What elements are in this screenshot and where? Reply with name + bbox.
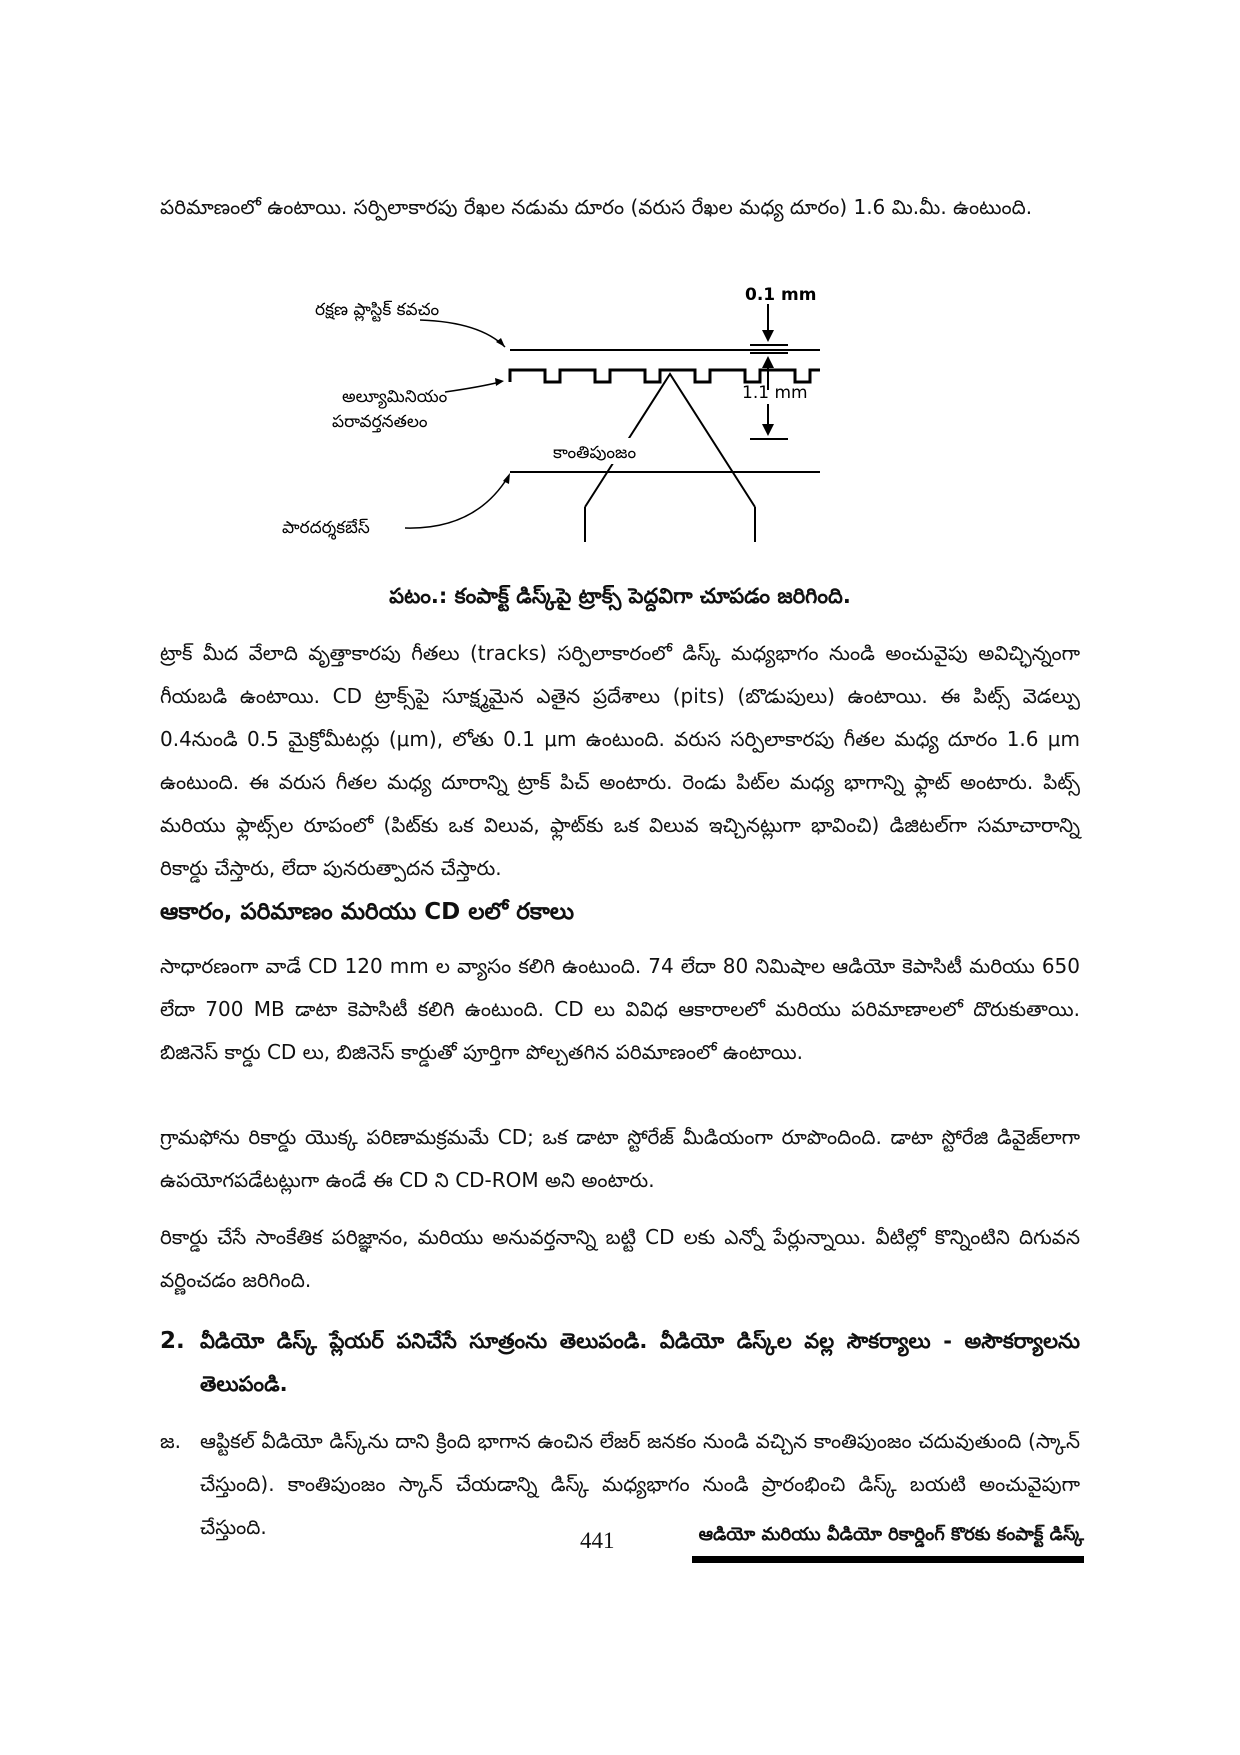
paragraph-tracks: ట్రాక్ మీద వేలాది వృత్తాకారపు గీతలు (tracks) సర్పిలాకారంలో డిస్క్ మధ్యభాగం నుండి అంచువైపు అవిచ్ఛిన్నంగా గీయబడి ఉంటాయి. CD ట్రాక్స్‌పై సూక్ష్మమైన ఎతైన ప్రదేశాలు (pits) (బొడుపులు) ఉంటాయి. ఈ పిట్స్ వెడల్పు 0.4నుండి 0.5 మైక్రోమీటర్లు (μm), లోతు 0.1 μm ఉంటుంది. వరుస సర్పిలాకారపు గీతల మధ్య దూరం 1.6 μm ఉంటుంది. ఈ వరుస గీతల మధ్య దూరాన్ని ట్రాక్ పిచ్ అంటారు. రెండు పిట్‌ల మధ్య భాగాన్ని ఫ్లాట్ అంటారు. పిట్స్ మరియు ఫ్లాట్స్‌ల రూపంలో (పిట్‌కు ఒక విలువ, ఫ్లాట్‌కు ఒక విలువ ఇచ్చినట్లుగా భావించి) డిజిటల్‌గా సమాచారాన్ని రికార్డు చేస్తారు, లేదా పునరుత్పాదన చేస్తారు. (160, 641, 1080, 880)
dim-bottom-label: 1.1 mm (742, 383, 808, 403)
arrow-base (405, 477, 508, 528)
footer-rule (692, 1556, 1084, 1563)
cd-track-diagram (282, 285, 930, 557)
label-light-beam: కాంతిపుంజం (553, 443, 637, 463)
paragraph-sizes: సాధారణంగా వాడే CD 120 mm ల వ్యాసం కలిగి ఉంటుంది. 74 లేదా 80 నిమిషాల ఆడియో కెపాసిటీ మరియు 650 లేదా 700 MB డాటా కెపాసిటీ కలిగి ఉంటుంది. CD లు వివిధ ఆకారాలలో మరియు పరిమాణాలలో దొరుకుతాయి. బిజినెస్ కార్డు CD లు, బిజినెస్ కార్డుతో పూర్తిగా పోల్చతగిన పరిమాణంలో ఉంటాయి. (160, 954, 1080, 1064)
label-aluminium-line1: అల్యూమినియం (342, 387, 448, 407)
question-text: వీడియో డిస్క్ ప్లేయర్ పనిచేసే సూత్రంను తెలుపండి. వీడియో డిస్క్‌ల వల్ల సౌకర్యాలు - అసౌకర్యాలను తెలుపండి. (200, 1329, 1080, 1396)
answer-label: జ. (160, 1429, 181, 1453)
paragraph-gramophone: గ్రామఫోను రికార్డు యొక్క పరిణామక్రమమే CD; ఒక డాటా స్టోరేజ్ మీడియంగా రూపొందింది. డాటా స్టోరేజి డివైజ్‌లాగా ఉపయోగపడేటట్లుగా ఉండే ఈ CD ని CD-ROM అని అంటారు. (160, 1125, 1080, 1192)
arrow-protective (420, 320, 505, 347)
paragraph-names: రికార్డు చేసే సాంకేతిక పరిజ్ఞానం, మరియు అనువర్తనాన్ని బట్టి CD లకు ఎన్నో పేర్లున్నాయి. వీటిల్లో కొన్నింటిని దిగువన వర్ణించడం జరిగింది. (160, 1225, 1080, 1292)
section-heading: ఆకారం, పరిమాణం మరియు CD లలో రకాలు (160, 899, 575, 925)
arrow-aluminium (445, 382, 500, 392)
answer-text: ఆప్టికల్ వీడియో డిస్క్‌ను దాని క్రింది భాగాన ఉంచిన లేజర్ జనకం నుండి వచ్చిన కాంతిపుంజం చదువుతుంది (స్కాన్ చేస్తుంది). కాంతిపుంజం స్కాన్ చేయడాన్ని డిస్క్ మధ్యభాగం నుండి ప్రారంభించి డిస్క్ బయటి అంచువైపుగా చేస్తుంది. (200, 1429, 1080, 1539)
paragraph-intro: పరిమాణంలో ఉంటాయి. సర్పిలాకారపు రేఖల నడుమ దూరం (వరుస రేఖల మధ్య దూరం) 1.6 మి.మీ. ఉంటుంది. (160, 195, 1033, 219)
label-transparent-base: పారదర్శకబేస్ (282, 518, 370, 538)
dim-top-label: 0.1 mm (745, 285, 817, 305)
label-aluminium-line2: పరావర్తనతలం (332, 412, 428, 432)
footer-title: ఆడియో మరియు వీడియో రికార్డింగ్ కొరకు కంపాక్ట్ డిస్క్ (698, 1524, 1084, 1545)
page-number: 441 (580, 1528, 615, 1553)
label-protective-plastic: రక్షణ ప్లాస్టిక్ కవచం (315, 300, 440, 320)
question-number: 2. (160, 1328, 185, 1354)
figure-caption: పటం.: కంపాక్ట్ డిస్క్‌పై ట్రాక్స్ పెద్దవిగా చూపడం జరిగింది. (389, 584, 851, 608)
